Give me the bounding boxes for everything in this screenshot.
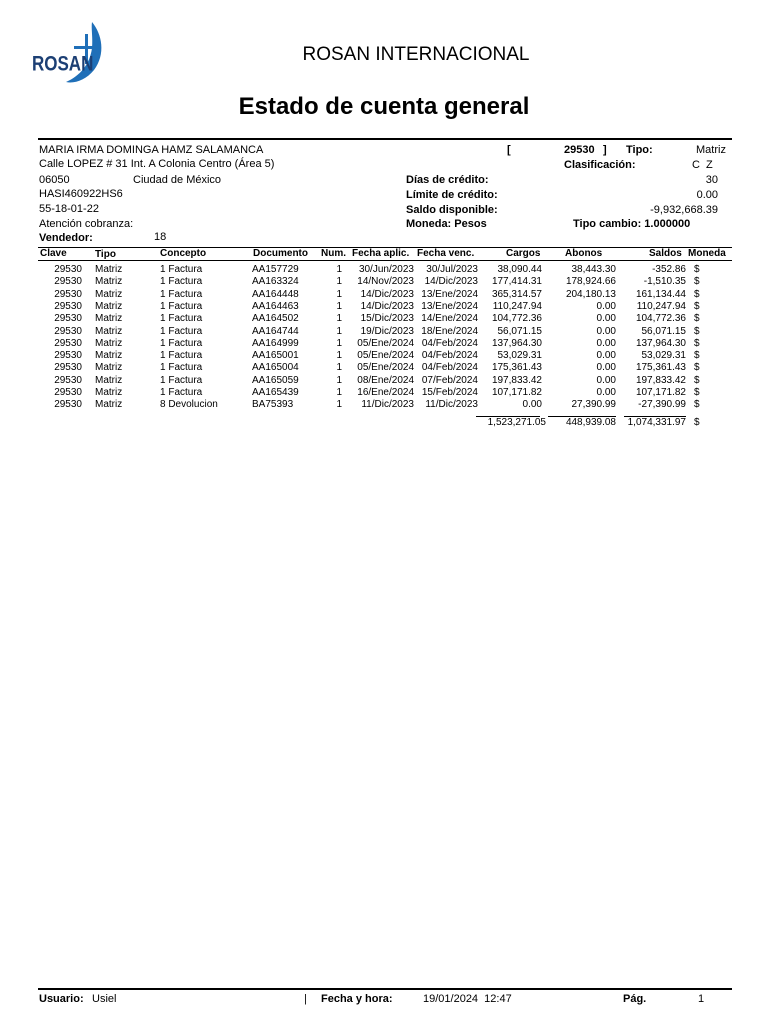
cell-fecha-venc: 14/Ene/2024 <box>421 313 478 325</box>
cell-clave: 29530 <box>54 264 82 275</box>
cell-fecha-venc: 14/Dic/2023 <box>424 276 478 288</box>
cell-cargos: 365,314.57 <box>491 288 542 300</box>
cell-moneda: $ <box>694 300 700 312</box>
footer-rule <box>38 988 732 990</box>
bracket-open: [ <box>507 144 511 156</box>
cell-tipo: Matriz <box>95 399 123 411</box>
cell-fecha-aplic: 15/Dic/2023 <box>360 313 414 325</box>
cell-fecha-aplic: 30/Jun/2023 <box>358 264 414 275</box>
cell-concepto: 1 Factura <box>160 300 203 312</box>
table-row <box>0 276 768 288</box>
cell-tipo: Matriz <box>95 362 123 374</box>
cell-concepto: 1 Factura <box>160 350 203 362</box>
vendor-label: Vendedor: <box>39 232 93 244</box>
cell-abonos: 0.00 <box>596 313 616 325</box>
cell-num: 1 <box>336 288 342 300</box>
cell-documento: AA164744 <box>252 325 299 337</box>
total-cargos: 1,523,271.05 <box>487 417 546 428</box>
cell-abonos: 0.00 <box>596 350 616 362</box>
cell-moneda: $ <box>694 350 700 362</box>
cell-saldos: 175,361.43 <box>635 362 686 374</box>
cell-fecha-aplic: 05/Ene/2024 <box>357 337 414 349</box>
cell-cargos: 56,071.15 <box>497 325 542 337</box>
cell-saldos: -1,510.35 <box>643 276 686 288</box>
cell-tipo: Matriz <box>95 337 123 349</box>
cell-concepto: 1 Factura <box>160 276 203 288</box>
vendor-value: 18 <box>154 231 167 243</box>
tipo-value: Matriz <box>696 144 726 156</box>
page-title: Estado de cuenta general <box>238 93 530 120</box>
cell-clave: 29530 <box>54 362 82 374</box>
cell-fecha-venc: 07/Feb/2024 <box>421 374 478 386</box>
page-value: 1 <box>698 993 705 1005</box>
logo-text: ROSAN <box>32 52 94 77</box>
cell-abonos: 0.00 <box>596 300 616 312</box>
cell-saldos: 104,772.36 <box>635 313 686 325</box>
cell-saldos: 110,247.94 <box>636 300 686 312</box>
page-label: Pág. <box>623 993 647 1005</box>
cell-num: 1 <box>336 325 342 337</box>
cell-documento: AA165059 <box>252 374 299 386</box>
cell-tipo: Matriz <box>95 264 123 275</box>
clasif-label: Clasificación: <box>564 159 636 171</box>
cell-documento: AA164502 <box>252 313 299 325</box>
col-documento: Documento <box>253 248 308 259</box>
cell-moneda: $ <box>694 276 700 288</box>
cell-fecha-venc: 15/Feb/2024 <box>421 387 478 398</box>
client-number: 29530 <box>564 144 595 156</box>
cell-tipo: Matriz <box>95 313 123 325</box>
limite-value: 0.00 <box>696 189 718 201</box>
cell-num: 1 <box>336 387 342 398</box>
dias-value: 30 <box>705 174 718 186</box>
cell-cargos: 107,171.82 <box>491 387 542 398</box>
client-phone: 55-18-01-22 <box>39 203 99 215</box>
cell-moneda: $ <box>694 337 700 349</box>
cell-fecha-aplic: 14/Nov/2023 <box>357 276 414 288</box>
datetime-value: 19/01/2024 12:47 <box>423 993 512 1005</box>
table-row <box>0 313 768 325</box>
cell-fecha-aplic: 11/Dic/2023 <box>361 399 414 411</box>
cell-tipo: Matriz <box>95 276 123 288</box>
cell-saldos: 197,833.42 <box>635 374 686 386</box>
table-row <box>0 301 768 313</box>
cell-clave: 29530 <box>54 399 82 411</box>
cell-fecha-venc: 04/Feb/2024 <box>421 337 478 349</box>
cell-abonos: 0.00 <box>596 374 616 386</box>
cell-documento: AA165004 <box>252 362 299 374</box>
cell-cargos: 177,414.31 <box>491 276 542 288</box>
table-row <box>0 399 768 411</box>
cell-abonos: 178,924.66 <box>565 276 616 288</box>
cell-moneda: $ <box>694 387 700 398</box>
cell-fecha-venc: 13/Ene/2024 <box>421 288 478 300</box>
cell-saldos: -352.86 <box>652 264 686 275</box>
cell-num: 1 <box>336 362 342 374</box>
cell-moneda: $ <box>694 374 700 386</box>
limite-label: Límite de crédito: <box>406 189 498 201</box>
cell-fecha-venc: 30/Jul/2023 <box>426 264 478 275</box>
cell-fecha-venc: 18/Ene/2024 <box>421 325 478 337</box>
cell-concepto: 8 Devolucion <box>160 399 218 411</box>
col-saldos: Saldos <box>649 248 682 259</box>
col-tipo: Tipo <box>95 249 116 260</box>
cell-fecha-aplic: 16/Ene/2024 <box>357 387 414 398</box>
cell-documento: AA164999 <box>252 337 299 349</box>
cell-documento: AA164463 <box>252 300 299 312</box>
cell-tipo: Matriz <box>95 325 123 337</box>
cell-tipo: Matriz <box>95 300 123 312</box>
cell-concepto: 1 Factura <box>160 374 203 386</box>
col-concepto: Concepto <box>160 248 207 259</box>
header-rule-bottom <box>38 260 732 261</box>
cell-fecha-venc: 04/Feb/2024 <box>421 362 478 374</box>
company-name: ROSAN INTERNACIONAL <box>302 44 530 65</box>
cell-saldos: -27,390.99 <box>638 399 686 411</box>
totals-row <box>0 417 768 429</box>
total-saldos: 1,074,331.97 <box>627 417 686 428</box>
datetime-label: Fecha y hora: <box>321 993 393 1005</box>
saldo-value: -9,932,668.39 <box>650 204 718 216</box>
cell-abonos: 38,443.30 <box>571 264 616 275</box>
cell-fecha-aplic: 19/Dic/2023 <box>360 325 414 337</box>
cell-fecha-aplic: 05/Ene/2024 <box>357 362 414 374</box>
cell-cargos: 137,964.30 <box>491 337 542 349</box>
tipo-cambio: Tipo cambio: 1.000000 <box>573 218 691 230</box>
cell-num: 1 <box>336 300 342 312</box>
cell-tipo: Matriz <box>95 350 123 362</box>
cell-abonos: 27,390.99 <box>571 399 616 411</box>
cell-cargos: 110,247.94 <box>492 300 542 312</box>
cell-clave: 29530 <box>54 325 82 337</box>
cell-fecha-aplic: 14/Dic/2023 <box>360 288 414 300</box>
col-fecha-venc: Fecha venc. <box>417 248 475 259</box>
client-address: Calle LOPEZ # 31 Int. A Colonia Centro (Área 5) <box>39 158 275 170</box>
cell-concepto: 1 Factura <box>160 264 203 275</box>
client-city: Ciudad de México <box>133 174 222 186</box>
table-row <box>0 375 768 387</box>
col-cargos: Cargos <box>506 248 541 259</box>
col-num: Num. <box>321 248 346 259</box>
cell-fecha-venc: 13/Ene/2024 <box>421 300 478 312</box>
cell-clave: 29530 <box>54 288 82 300</box>
moneda-label: Moneda: Pesos <box>406 218 487 230</box>
total-abonos: 448,939.08 <box>565 417 616 428</box>
cell-concepto: 1 Factura <box>160 362 203 374</box>
cell-saldos: 161,134.44 <box>635 288 686 300</box>
clasif-value: C Z <box>692 159 713 171</box>
cell-saldos: 56,071.15 <box>641 325 686 337</box>
cell-abonos: 204,180.13 <box>565 288 616 300</box>
col-fecha-aplic: Fecha aplic. <box>352 248 410 259</box>
cell-fecha-venc: 04/Feb/2024 <box>421 350 478 362</box>
cell-cargos: 38,090.44 <box>497 264 542 275</box>
cell-tipo: Matriz <box>95 387 123 398</box>
col-moneda: Moneda <box>688 248 726 259</box>
cell-moneda: $ <box>694 288 700 300</box>
cell-num: 1 <box>336 374 342 386</box>
cell-concepto: 1 Factura <box>160 325 203 337</box>
cell-moneda: $ <box>694 325 700 337</box>
cell-cargos: 53,029.31 <box>497 350 542 362</box>
bracket-close: ] <box>603 144 607 156</box>
cell-cargos: 197,833.42 <box>491 374 542 386</box>
cell-clave: 29530 <box>54 313 82 325</box>
cell-fecha-venc: 11/Dic/2023 <box>425 399 478 411</box>
cell-clave: 29530 <box>54 300 82 312</box>
tipo-label: Tipo: <box>626 144 653 156</box>
cell-documento: AA165001 <box>252 350 299 362</box>
cell-clave: 29530 <box>54 337 82 349</box>
table-row <box>0 362 768 374</box>
cell-num: 1 <box>336 264 342 275</box>
cell-documento: AA165439 <box>252 387 299 398</box>
cell-clave: 29530 <box>54 374 82 386</box>
client-zip: 06050 <box>39 174 70 186</box>
cell-moneda: $ <box>694 399 700 411</box>
cell-clave: 29530 <box>54 387 82 398</box>
cell-fecha-aplic: 08/Ene/2024 <box>357 374 414 386</box>
cell-saldos: 107,171.82 <box>635 387 686 398</box>
cell-saldos: 137,964.30 <box>635 337 686 349</box>
cell-num: 1 <box>336 399 342 411</box>
cell-num: 1 <box>336 350 342 362</box>
cell-clave: 29530 <box>54 350 82 362</box>
table-row <box>0 387 768 399</box>
cell-abonos: 0.00 <box>596 387 616 398</box>
cell-cargos: 175,361.43 <box>491 362 542 374</box>
attention-label: Atención cobranza: <box>39 218 134 230</box>
cell-cargos: 0.00 <box>522 399 542 411</box>
footer-separator: | <box>304 993 307 1005</box>
cell-num: 1 <box>336 313 342 325</box>
cell-documento: AA157729 <box>252 264 299 275</box>
client-rfc: HASI460922HS6 <box>39 188 123 200</box>
user-label: Usuario: <box>39 993 84 1005</box>
cell-num: 1 <box>336 276 342 288</box>
cell-clave: 29530 <box>54 276 82 288</box>
table-row <box>0 338 768 350</box>
cell-fecha-aplic: 05/Ene/2024 <box>357 350 414 362</box>
col-clave: Clave <box>40 248 67 259</box>
total-moneda: $ <box>694 417 700 428</box>
dias-label: Días de crédito: <box>406 174 489 186</box>
client-name: MARIA IRMA DOMINGA HAMZ SALAMANCA <box>39 144 264 156</box>
table-row <box>0 326 768 338</box>
cell-abonos: 0.00 <box>596 337 616 349</box>
table-row <box>0 350 768 362</box>
cell-cargos: 104,772.36 <box>491 313 542 325</box>
cell-num: 1 <box>336 337 342 349</box>
cell-documento: AA164448 <box>252 288 299 300</box>
user-value: Usiel <box>92 993 117 1005</box>
cell-documento: BA75393 <box>252 399 294 411</box>
top-rule <box>38 138 732 140</box>
col-abonos: Abonos <box>565 248 603 259</box>
cell-abonos: 0.00 <box>596 325 616 337</box>
cell-concepto: 1 Factura <box>160 387 203 398</box>
cell-fecha-aplic: 14/Dic/2023 <box>360 300 414 312</box>
table-row <box>0 264 768 276</box>
cell-concepto: 1 Factura <box>160 288 203 300</box>
cell-saldos: 53,029.31 <box>641 350 686 362</box>
cell-moneda: $ <box>694 264 700 275</box>
saldo-label: Saldo disponible: <box>406 204 498 216</box>
cell-moneda: $ <box>694 313 700 325</box>
cell-concepto: 1 Factura <box>160 337 203 349</box>
cell-concepto: 1 Factura <box>160 313 203 325</box>
table-row <box>0 289 768 301</box>
cell-documento: AA163324 <box>252 276 299 288</box>
cell-tipo: Matriz <box>95 288 123 300</box>
cell-abonos: 0.00 <box>596 362 616 374</box>
cell-moneda: $ <box>694 362 700 374</box>
cell-tipo: Matriz <box>95 374 123 386</box>
